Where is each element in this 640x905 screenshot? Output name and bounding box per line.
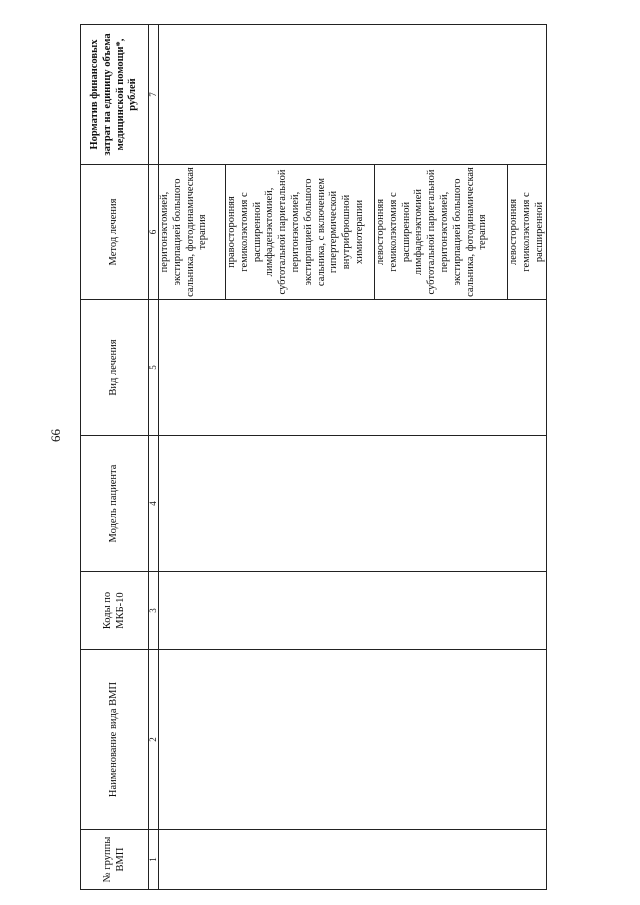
header-treatment-method: Метод лечения bbox=[81, 165, 149, 300]
column-number: 5 bbox=[149, 300, 159, 436]
table-cell bbox=[159, 830, 547, 890]
table-row bbox=[159, 25, 547, 890]
column-number: 1 bbox=[149, 830, 159, 890]
column-number: 3 bbox=[149, 572, 159, 650]
column-number: 2 bbox=[149, 650, 159, 830]
header-patient-model: Модель пациента bbox=[81, 436, 149, 572]
header-treatment-type: Вид лечения bbox=[81, 300, 149, 436]
page-number: 66 bbox=[48, 429, 63, 442]
header-vmp-name: Наименование вида ВМП bbox=[81, 650, 149, 830]
header-row bbox=[81, 25, 149, 890]
method-cell bbox=[159, 165, 547, 300]
header-cost-norm: Норматив финансовых затрат на единицу объема медицинской помощи*, рублей bbox=[81, 25, 149, 165]
table-cell bbox=[159, 436, 547, 572]
method-entry-4: левосторонняя гемиколэктомия с расширенной bbox=[507, 165, 546, 299]
header-mkb-codes: Коды по МКБ-10 bbox=[81, 572, 149, 650]
column-number: 6 bbox=[149, 165, 159, 300]
method-entry-2: правосторонняя гемиколэктомия с расширенной лимфаденэктомией, субтотальной париетальной перитонэктомией, экстирпацией большого сальника, с включением гипертермической внутрибрюшной химиотерапии bbox=[225, 165, 374, 299]
column-number: 4 bbox=[149, 436, 159, 572]
table-cell bbox=[159, 300, 547, 436]
table-container bbox=[80, 25, 545, 890]
table-cell bbox=[159, 650, 547, 830]
column-number: 7 bbox=[149, 25, 159, 165]
method-entry-1: перитонэктомией, экстирпацией большого сальника, фотодинамическая терапия bbox=[159, 167, 209, 297]
header-group-number: № группы ВМП bbox=[81, 830, 149, 890]
method-entry-3: левосторонняя гемиколэктомия с расширенной лимфаденэктомией субтотальной париетальной перитонэктомией, экстирпацией большого сальника, фотодинамическая терапия bbox=[374, 165, 507, 299]
table-cell bbox=[159, 572, 547, 650]
table-cell bbox=[159, 25, 547, 165]
vmp-table bbox=[80, 24, 547, 890]
column-number-row bbox=[149, 25, 159, 890]
